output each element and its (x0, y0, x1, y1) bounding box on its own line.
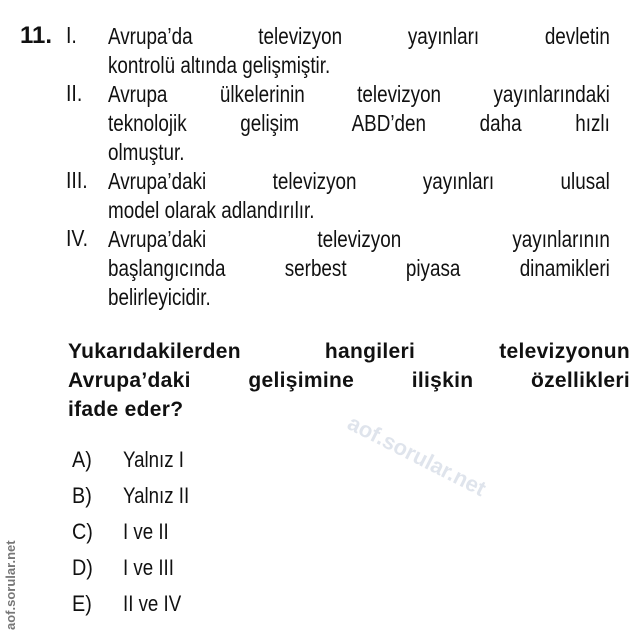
statement-line: belirleyicidir. (108, 284, 211, 310)
statement-line: Avrupa’da televizyon yayınları devletin (108, 23, 610, 49)
statement-line: Avrupa’daki televizyon yayınları ulusal (108, 168, 610, 194)
question-number: 11. (20, 22, 53, 49)
option-text: II ve IV (123, 591, 182, 616)
question-stem (68, 337, 630, 424)
stem-line: Yukarıdakilerden hangileri televizyonun (68, 340, 630, 363)
statement-roman: III. (66, 167, 88, 193)
option-letter: C) (72, 519, 93, 544)
statement-line: model olarak adlandırılır. (108, 197, 315, 223)
option-letter: E) (72, 591, 92, 616)
option-text: Yalnız I (123, 447, 184, 472)
stem-line: ifade eder? (68, 398, 184, 421)
option-letter: D) (72, 555, 93, 580)
statement-line: kontrolü altında gelişmiştir. (108, 52, 331, 78)
option-text: Yalnız II (123, 483, 190, 508)
option-text: I ve III (123, 555, 174, 580)
statement-line: olmuştur. (108, 139, 185, 165)
statement-roman: II. (66, 80, 83, 106)
side-label: aof.sorular.net (3, 540, 18, 630)
option-letter: A) (72, 447, 92, 472)
statement-line: Avrupa ülkelerinin televizyon yayınlarındaki (108, 81, 610, 107)
statement-line: başlangıcında serbest piyasa dinamikleri (108, 255, 610, 281)
option-text: I ve II (123, 519, 169, 544)
watermark: aof.sorular.net (343, 410, 491, 502)
option-letter: B) (72, 483, 92, 508)
statement-roman: I. (66, 22, 77, 48)
statement-roman: IV. (66, 225, 89, 251)
statement-line: Avrupa’daki televizyon yayınlarının (108, 226, 610, 252)
statement-line: teknolojik gelişim ABD’den daha hızlı (108, 110, 610, 136)
stem-line: Avrupa’daki gelişimine ilişkin özellikleri (68, 369, 630, 392)
